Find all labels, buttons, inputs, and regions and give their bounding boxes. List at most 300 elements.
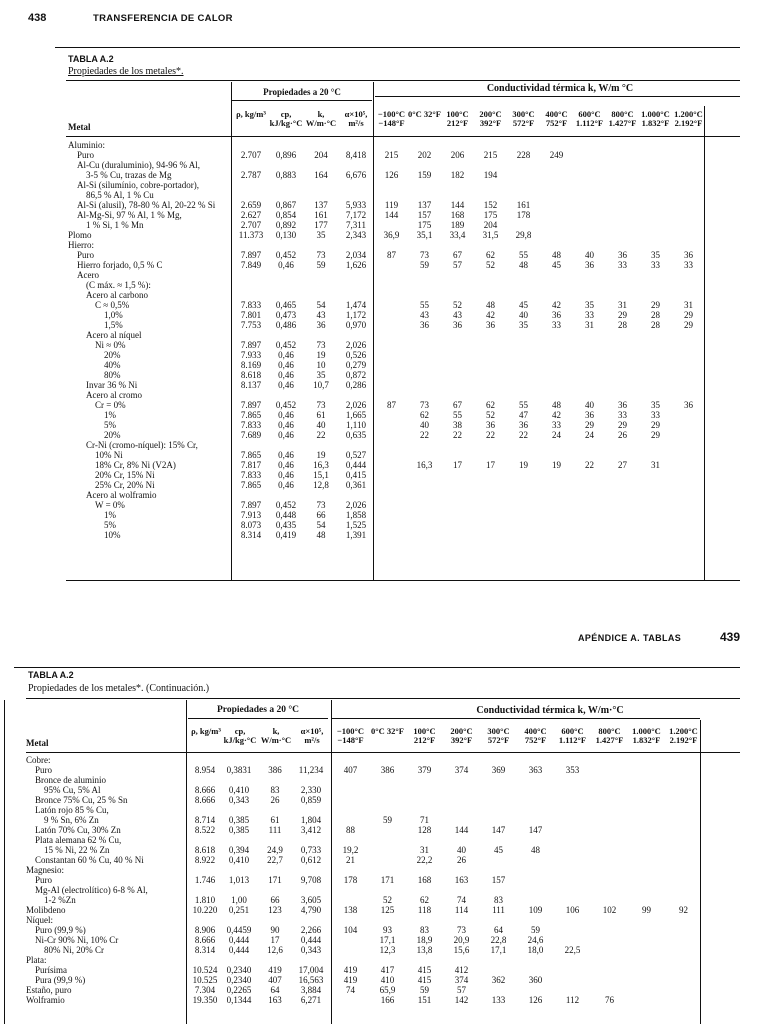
cell-value: 0,46 <box>278 260 294 270</box>
metal-name: Puro (99,9 %) <box>26 925 86 935</box>
rule <box>55 47 740 48</box>
cell-value: 1,626 <box>345 260 367 270</box>
metal-name: W = 0% <box>68 500 125 510</box>
cell-value: 0,444 <box>345 460 367 470</box>
cell-value: 119 <box>384 200 399 210</box>
cell-value: 87 <box>387 400 396 410</box>
cell-value: 35 <box>651 400 660 410</box>
rule <box>700 720 701 1024</box>
cell-value: 175 <box>417 220 432 230</box>
cell-value: 0,46 <box>278 410 294 420</box>
cell-value: 16,563 <box>298 975 324 985</box>
cell-value: 17,1 <box>379 935 396 945</box>
cell-value: 19,2 <box>342 845 359 855</box>
cell-value: 8.906 <box>194 925 216 935</box>
cell-value: 29 <box>684 320 693 330</box>
cell-value: 26 <box>618 430 627 440</box>
metal-name: Purísima <box>26 965 68 975</box>
cell-value: 0,343 <box>228 795 250 805</box>
cell-value: 0,2265 <box>226 985 252 995</box>
cell-value: 0,415 <box>345 470 367 480</box>
cell-value: 67 <box>453 400 462 410</box>
cell-value: 2.787 <box>240 170 262 180</box>
cell-value: 2,026 <box>345 400 367 410</box>
cell-value: 29 <box>651 430 660 440</box>
cell-value: 24,9 <box>267 845 283 855</box>
cell-value: 0,3831 <box>226 765 252 775</box>
metal-name: 5% <box>68 420 116 430</box>
metal-name: Mg-Al (electrolítico) 6-8 % Al, <box>26 885 148 895</box>
cell-value: 21 <box>346 855 355 865</box>
cell-value: 24,6 <box>527 935 544 945</box>
cell-value: 48 <box>531 845 540 855</box>
cell-value: 0,46 <box>278 420 294 430</box>
cell-value: 133 <box>491 995 506 1005</box>
column-header: 0°C 32°F <box>370 726 404 736</box>
column-header: ρ, kg/m³ <box>236 109 266 119</box>
cell-value: 0,343 <box>300 945 322 955</box>
cell-value: 126 <box>384 170 399 180</box>
cell-value: 2.707 <box>240 220 262 230</box>
cell-value: 228 <box>516 150 531 160</box>
cell-value: 57 <box>453 260 462 270</box>
cell-value: 55 <box>519 400 528 410</box>
cell-value: 206 <box>450 150 465 160</box>
cell-value: 171 <box>268 875 282 885</box>
cell-value: 0,46 <box>278 450 294 460</box>
cell-value: 144 <box>450 200 465 210</box>
cell-value: 1,00 <box>231 895 247 905</box>
cell-value: 137 <box>314 200 328 210</box>
cell-value: 7.833 <box>240 420 262 430</box>
cell-value: 0,859 <box>300 795 322 805</box>
cell-value: 55 <box>420 300 429 310</box>
cell-value: 54 <box>316 300 326 310</box>
cell-value: 22,5 <box>564 945 581 955</box>
cell-value: 7.913 <box>240 510 262 520</box>
metal-name: Níquel: <box>26 915 53 925</box>
cell-value: 159 <box>417 170 432 180</box>
cell-value: 106 <box>565 905 580 915</box>
cell-value: 28 <box>651 310 660 320</box>
cell-value: 19 <box>316 350 326 360</box>
cell-value: 35 <box>316 370 326 380</box>
cell-value: 36 <box>585 410 594 420</box>
cell-value: 0,473 <box>275 310 297 320</box>
cell-value: 102 <box>602 905 617 915</box>
rule <box>373 82 374 580</box>
metal-name: Invar 36 % Ni <box>68 380 138 390</box>
cell-value: 71 <box>420 815 429 825</box>
cell-value: 7.865 <box>240 450 262 460</box>
table-label: TABLA A.2 <box>68 54 114 64</box>
cell-value: 1,525 <box>345 520 367 530</box>
cell-value: 4,790 <box>300 905 322 915</box>
metal-name: Bronce 75% Cu, 25 % Sn <box>26 795 128 805</box>
cell-value: 363 <box>528 765 543 775</box>
cell-value: 61 <box>270 815 280 825</box>
cell-value: 0,46 <box>278 460 294 470</box>
cell-value: 59 <box>420 260 429 270</box>
cell-value: 1,804 <box>300 815 322 825</box>
cell-value: 8.922 <box>194 855 216 865</box>
cell-value: 64 <box>494 925 503 935</box>
running-title: TRANSFERENCIA DE CALOR <box>93 13 233 24</box>
metal-name: 1 % Si, 1 % Mn <box>68 220 144 230</box>
column-header: 400°C 752°F <box>545 109 568 128</box>
cell-value: 36 <box>684 250 693 260</box>
cell-value: 36 <box>453 320 462 330</box>
cell-value: 123 <box>268 905 282 915</box>
cell-value: 0,279 <box>345 360 367 370</box>
cell-value: 52 <box>486 260 495 270</box>
cell-value: 87 <box>387 250 396 260</box>
cell-value: 8.666 <box>194 785 216 795</box>
cell-value: 52 <box>453 300 462 310</box>
cell-value: 2.659 <box>240 200 262 210</box>
cell-value: 0,465 <box>275 300 297 310</box>
cell-value: 66 <box>316 510 326 520</box>
cell-value: 7.849 <box>240 260 262 270</box>
cell-value: 43 <box>420 310 429 320</box>
metal-names-column <box>68 140 215 540</box>
group-header-props: Propiedades a 20 °C <box>216 705 299 715</box>
cell-value: 1,858 <box>345 510 367 520</box>
cell-value: 0,1344 <box>226 995 252 1005</box>
cell-value: 62 <box>420 410 429 420</box>
cell-value: 147 <box>491 825 506 835</box>
cell-value: 67 <box>453 250 462 260</box>
cell-value: 215 <box>483 150 498 160</box>
metal-name: Pura (99,9 %) <box>26 975 86 985</box>
cell-value: 36 <box>552 310 561 320</box>
cell-value: 43 <box>316 310 326 320</box>
cell-value: 35 <box>519 320 528 330</box>
cell-value: 6,271 <box>300 995 322 1005</box>
cell-value: 36 <box>486 420 495 430</box>
cell-value: 26 <box>457 855 466 865</box>
cell-value: 65,9 <box>379 985 396 995</box>
metal-name: Aluminio: <box>68 140 106 150</box>
column-header: 1.000°C 1.832°F <box>641 109 670 128</box>
cell-value: 24 <box>585 430 594 440</box>
cell-value: 0,733 <box>300 845 322 855</box>
cell-value: 92 <box>679 905 688 915</box>
cell-value: 374 <box>454 765 469 775</box>
cell-value: 0,410 <box>228 855 250 865</box>
cell-value: 7.689 <box>240 430 262 440</box>
cell-value: 118 <box>417 905 432 915</box>
cell-value: 147 <box>528 825 543 835</box>
cell-value: 10.524 <box>192 965 218 975</box>
group-header-conductivity: Conductividad térmica k, W/m·°C <box>476 705 624 716</box>
cell-value: 62 <box>486 400 495 410</box>
metal-name: Hierro: <box>68 240 94 250</box>
cell-value: 8.522 <box>194 825 216 835</box>
metal-name: 1-2 %Zn <box>26 895 76 905</box>
cell-value: 12,6 <box>267 945 283 955</box>
cell-value: 36,9 <box>383 230 400 240</box>
metal-name: Ni ≈ 0% <box>68 340 126 350</box>
cell-value: 1.746 <box>194 875 216 885</box>
metal-name: 3-5 % Cu, trazas de Mg <box>68 170 172 180</box>
cell-value: 0,896 <box>275 150 297 160</box>
metal-name: Al-Si (alusil), 78-80 % Al, 20-22 % Si <box>68 200 216 210</box>
table-label: TABLA A.2 <box>28 670 74 680</box>
metal-name: Acero al níquel <box>68 330 142 340</box>
cell-value: 36 <box>519 420 528 430</box>
cell-value: 31 <box>585 320 594 330</box>
cell-value: 204 <box>314 150 328 160</box>
cell-value: 99 <box>642 905 651 915</box>
cell-value: 2.707 <box>240 150 262 160</box>
cell-value: 76 <box>605 995 614 1005</box>
cell-value: 52 <box>383 895 392 905</box>
cell-value: 0,854 <box>275 210 297 220</box>
cell-value: 59 <box>531 925 540 935</box>
cell-value: 16,3 <box>313 460 329 470</box>
cell-value: 0,444 <box>300 935 322 945</box>
cell-value: 3,412 <box>300 825 322 835</box>
cell-value: 0,444 <box>228 945 250 955</box>
cell-value: 362 <box>491 975 506 985</box>
column-header: k, W/m·°C <box>305 109 337 128</box>
metal-name: 40% <box>68 360 121 370</box>
rule <box>332 718 700 719</box>
cell-value: 12,3 <box>379 945 396 955</box>
cell-value: 35 <box>651 250 660 260</box>
rule <box>231 82 232 580</box>
cell-value: 386 <box>268 765 282 775</box>
metal-name: Cr = 0% <box>68 400 126 410</box>
table-bottom-rule <box>66 580 740 581</box>
cell-value: 3,884 <box>300 985 322 995</box>
cell-value: 43 <box>453 310 462 320</box>
metal-name: 25% Cr, 20% Ni <box>68 480 155 490</box>
cell-value: 19 <box>552 460 561 470</box>
cell-value: 8.314 <box>240 530 262 540</box>
cell-value: 73 <box>316 500 326 510</box>
cell-value: 419 <box>343 965 358 975</box>
metal-name: Magnesio: <box>26 865 64 875</box>
cell-value: 52 <box>486 410 495 420</box>
cell-value: 22 <box>585 460 594 470</box>
cell-value: 419 <box>343 975 358 985</box>
column-header: α×10⁵, m²/s <box>344 109 368 128</box>
cell-value: 137 <box>417 200 432 210</box>
cell-value: 10 <box>316 360 326 370</box>
cell-value: 0,46 <box>278 350 294 360</box>
cell-value: 8.618 <box>240 370 262 380</box>
metal-name: Acero al wolframio <box>68 490 157 500</box>
metal-name: 10% <box>68 530 121 540</box>
cell-value: 8,418 <box>345 150 367 160</box>
cell-value: 48 <box>552 250 561 260</box>
cell-value: 0,872 <box>345 370 367 380</box>
cell-value: 29 <box>618 420 627 430</box>
cell-value: 157 <box>417 210 432 220</box>
metal-name: Plomo <box>68 230 92 240</box>
column-header: 400°C 752°F <box>524 726 547 745</box>
cell-value: 62 <box>420 895 429 905</box>
metal-name: Puro <box>26 875 53 885</box>
cell-value: 48 <box>552 400 561 410</box>
cell-value: 128 <box>417 825 432 835</box>
cell-value: 164 <box>314 170 328 180</box>
cell-value: 415 <box>417 975 432 985</box>
cell-value: 0,526 <box>345 350 367 360</box>
cell-value: 163 <box>454 875 469 885</box>
cell-value: 48 <box>486 300 495 310</box>
cell-value: 360 <box>528 975 543 985</box>
header-bottom-rule <box>66 136 740 137</box>
cell-value: 417 <box>380 965 395 975</box>
cell-value: 45 <box>552 260 561 270</box>
cell-value: 55 <box>519 250 528 260</box>
cell-value: 1,665 <box>345 410 367 420</box>
cell-value: 40 <box>420 420 429 430</box>
cell-value: 7.833 <box>240 300 262 310</box>
cell-value: 0,2340 <box>226 975 252 985</box>
cell-value: 144 <box>454 825 469 835</box>
cell-value: 48 <box>316 530 326 540</box>
cell-value: 73 <box>457 925 466 935</box>
column-header: −100°C −148°F <box>377 109 406 128</box>
cell-value: 0,385 <box>228 815 250 825</box>
table-title: Propiedades de los metales*. (Continuación.) <box>28 683 210 694</box>
cell-value: 17 <box>270 935 280 945</box>
cell-value: 8.137 <box>240 380 262 390</box>
cell-value: 59 <box>316 260 326 270</box>
rule <box>186 700 187 1024</box>
cell-value: 22,7 <box>267 855 283 865</box>
cell-value: 8.169 <box>240 360 262 370</box>
cell-value: 40 <box>585 250 594 260</box>
cell-value: 9,708 <box>300 875 322 885</box>
metal-name: 86,5 % Al, 1 % Cu <box>68 190 154 200</box>
metal-column-header: Metal <box>68 122 91 132</box>
table-title: Propiedades de los metales*. <box>68 66 184 77</box>
cell-value: 17 <box>453 460 462 470</box>
column-header: 800°C 1.427°F <box>608 109 637 128</box>
column-header: 300°C 572°F <box>512 109 535 128</box>
cell-value: 22 <box>316 430 326 440</box>
cell-value: 33 <box>618 260 627 270</box>
metal-names-column <box>26 755 148 1005</box>
metal-name: (C máx. ≈ 1,5 %): <box>68 280 151 290</box>
cell-value: 33,4 <box>449 230 466 240</box>
rule <box>4 700 5 1024</box>
metal-name: 10% Ni <box>68 450 123 460</box>
column-header: 800°C 1.427°F <box>595 726 624 745</box>
cell-value: 13,8 <box>416 945 433 955</box>
cell-value: 0,385 <box>228 825 250 835</box>
cell-value: 0,435 <box>275 520 297 530</box>
cell-value: 74 <box>457 895 466 905</box>
cell-value: 22,8 <box>490 935 507 945</box>
cell-value: 36 <box>684 400 693 410</box>
column-header: 1.200°C 2.192°F <box>669 726 698 745</box>
cell-value: 7.817 <box>240 460 262 470</box>
cell-value: 0,452 <box>275 250 297 260</box>
column-header: 200°C 392°F <box>479 109 502 128</box>
metal-name: 80% Ni, 20% Cr <box>26 945 104 955</box>
cell-value: 31,5 <box>482 230 499 240</box>
cell-value: 0,867 <box>275 200 297 210</box>
cell-value: 8.954 <box>194 765 216 775</box>
cell-value: 5,933 <box>345 200 367 210</box>
column-header: α×10⁵, m²/s <box>300 726 324 745</box>
cell-value: 0,46 <box>278 470 294 480</box>
metal-name: 1% <box>68 410 116 420</box>
cell-value: 0,4459 <box>226 925 252 935</box>
column-header: 0°C 32°F <box>408 109 442 119</box>
cell-value: 73 <box>420 250 429 260</box>
cell-value: 7.897 <box>240 250 262 260</box>
cell-value: 22 <box>486 430 495 440</box>
cell-value: 202 <box>417 150 432 160</box>
metal-name: Cr-Ni (cromo-níquel): 15% Cr, <box>68 440 198 450</box>
cell-value: 22 <box>519 430 528 440</box>
cell-value: 0,612 <box>300 855 322 865</box>
cell-value: 64 <box>270 985 280 995</box>
column-header: −100°C −148°F <box>336 726 365 745</box>
cell-value: 6,676 <box>345 170 367 180</box>
cell-value: 0,452 <box>275 500 297 510</box>
cell-value: 0,892 <box>275 220 297 230</box>
group-header-conductivity: Conductividad térmica k, W/m °C <box>486 83 634 94</box>
metal-name: 20% Cr, 15% Ni <box>68 470 155 480</box>
table-top-rule <box>26 698 740 699</box>
cell-value: 40 <box>457 845 466 855</box>
cell-value: 175 <box>483 210 498 220</box>
cell-value: 7.801 <box>240 310 262 320</box>
cell-value: 142 <box>454 995 469 1005</box>
column-header: 1.000°C 1.832°F <box>632 726 661 745</box>
cell-value: 7.897 <box>240 400 262 410</box>
cell-value: 66 <box>270 895 280 905</box>
cell-value: 27 <box>618 460 627 470</box>
cell-value: 35 <box>585 300 594 310</box>
metal-name: C ≈ 0,5% <box>68 300 130 310</box>
group-header-props: Propiedades a 20 °C <box>263 87 341 97</box>
cell-value: 2,343 <box>345 230 367 240</box>
metal-name: Al-Mg-Si, 97 % Al, 1 % Mg, <box>68 210 182 220</box>
metal-column-header: Metal <box>26 738 49 748</box>
header-bottom-rule <box>26 752 740 753</box>
cell-value: 12,8 <box>313 480 329 490</box>
cell-value: 0,251 <box>228 905 250 915</box>
metal-name: Acero al cromo <box>68 390 142 400</box>
cell-value: 412 <box>454 965 469 975</box>
column-header: 300°C 572°F <box>487 726 510 745</box>
cell-value: 0,883 <box>275 170 297 180</box>
cell-value: 73 <box>316 340 326 350</box>
cell-value: 29 <box>684 310 693 320</box>
metal-name: Estaño, puro <box>26 985 72 995</box>
page-number: 439 <box>720 630 741 644</box>
cell-value: 24 <box>552 430 561 440</box>
metal-name: Plata: <box>26 955 47 965</box>
column-header: 1.200°C 2.192°F <box>674 109 703 128</box>
metal-name: Puro <box>26 765 53 775</box>
metal-name: Latón rojo 85 % Cu, <box>26 805 109 815</box>
cell-value: 0,486 <box>275 320 297 330</box>
metal-name: Hierro forjado, 0,5 % C <box>68 260 163 270</box>
rule <box>704 106 705 580</box>
rule <box>232 100 372 101</box>
cell-value: 1.810 <box>194 895 216 905</box>
